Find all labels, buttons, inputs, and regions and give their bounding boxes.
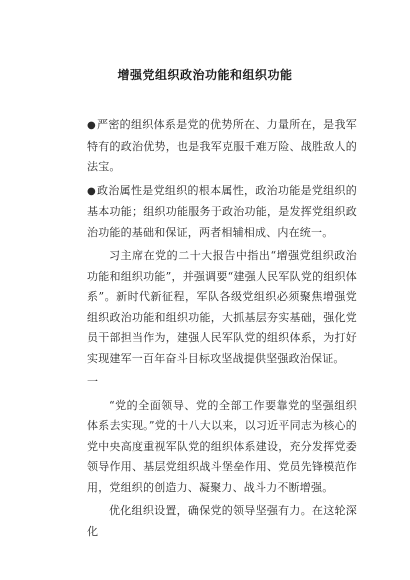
section-number [87, 372, 357, 393]
paragraph [87, 181, 357, 244]
paragraph-text: 优化组织设置，确保党的领导坚强有力。在这轮深化 [87, 504, 357, 538]
paragraph-text: 严密的组织体系是党的优势所在、力量所在，是我军特有的政治优势，也是我军克服千难万险、战胜敌人的法宝。 [87, 118, 357, 173]
paragraph-text: 政治属性是党组织的根本属性，政治功能是党组织的基本功能；组织功能服务于政治功能，是发挥党组织政治功能的基础和保证，两者相辅相成、内在统一。 [87, 183, 357, 239]
paragraph [87, 396, 357, 499]
paragraph-text: 习主席在党的二十大报告中指出“增强党组织政治功能和组织功能”，并强调要“建强人民军队党的组织体系”。新时代新征程，军队各级党组织必须聚焦增强党组织政治功能和组织功能，大抓基层夯实基础，强化党员干部担当作为，建强人民军队党的组织体系，为打好实现建军一百年奋斗目标攻坚战提供坚强政治保证。 [87, 249, 357, 365]
bullet-icon: ● [87, 185, 97, 197]
bullet-icon: ● [87, 120, 97, 131]
section-number-text: 一 [87, 375, 99, 388]
paragraph [87, 115, 357, 178]
paragraph-text: “党的全面领导、党的全部工作要靠党的坚强组织体系去实现。”党的十八大以来，以习近平同志为核心的党中央高度重视军队党的组织体系建设，充分发挥党委领导作用、基层党组织战斗堡垒作用、党员先锋模范作用，党组织的创造力、凝聚力、战斗力不断增强。 [87, 398, 357, 494]
document-body [87, 115, 357, 545]
document-title: 增强党组织政治功能和组织功能 [117, 68, 293, 82]
paragraph [87, 501, 357, 542]
paragraph [87, 246, 357, 369]
